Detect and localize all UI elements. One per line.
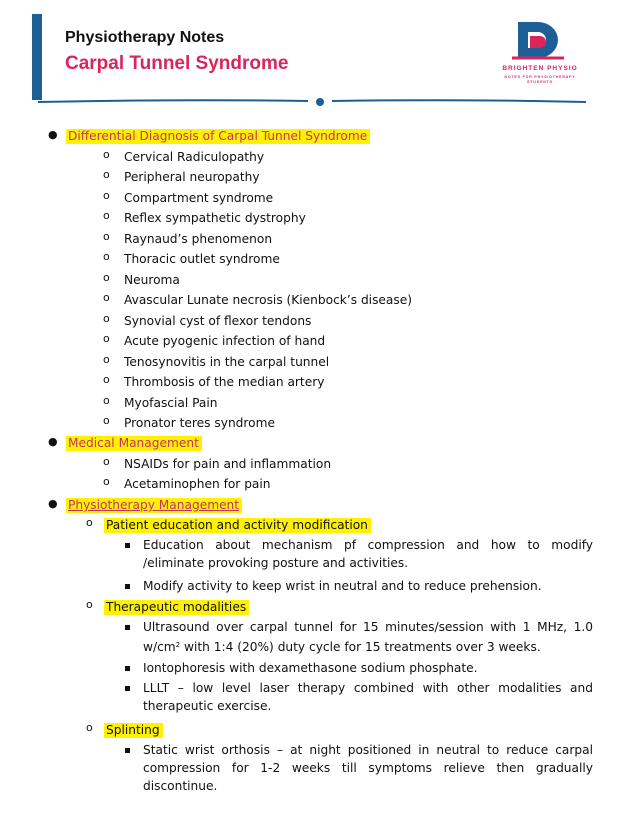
bullet <box>125 543 130 548</box>
list-item: Neuroma <box>124 273 180 287</box>
bullet: o <box>103 394 110 407</box>
bullet: o <box>86 721 93 734</box>
bullet: o <box>103 250 110 263</box>
logo-mark <box>492 18 588 66</box>
bullet <box>125 748 130 753</box>
subheading-splinting <box>104 721 163 739</box>
list-item: Raynaud’s phenomenon <box>124 232 273 246</box>
ultrasound-text: Ultrasound over carpal tunnel for 15 minutes/session with 1 MHz, 1.0 w/cm <box>143 620 593 654</box>
bullet: o <box>103 271 110 284</box>
bullet: o <box>103 148 110 161</box>
bullet: ● <box>48 435 58 448</box>
list-item: Acute pyogenic infection of hand <box>124 334 326 348</box>
bullet: o <box>103 455 110 468</box>
list-item: Myofascial Pain <box>124 396 218 410</box>
bullet <box>125 584 130 589</box>
list-item-ultrasound <box>143 618 593 656</box>
logo-name: BRIGHTEN PHYSIO <box>502 65 578 72</box>
heading-text: Physiotherapy Management <box>66 498 242 513</box>
list-item: Synovial cyst of flexor tendons <box>124 314 312 328</box>
bullet: ● <box>48 128 58 141</box>
bullet: ● <box>48 497 58 510</box>
list-item: Education about mechanism pf compression and how to modify /eliminate provoking posture and activities. <box>143 538 593 570</box>
bullet: o <box>103 373 110 386</box>
ultrasound-text-cont: with 1:4 (20%) duty cycle for 15 treatments over 3 weeks. <box>180 640 541 654</box>
heading-text: Medical Management <box>66 436 202 451</box>
section-heading-medical <box>66 434 202 452</box>
bullet: o <box>103 353 110 366</box>
header-accent-bar <box>32 14 42 100</box>
list-item: Peripheral neuropathy <box>124 170 260 184</box>
heading-text: Differential Diagnosis of Carpal Tunnel Syndrome <box>66 129 370 144</box>
header-divider <box>38 96 586 108</box>
logo-tagline: NOTES FOR PHYSIOTHERAPY STUDENTS <box>504 75 576 84</box>
list-item: Avascular Lunate necrosis (Kienbock’s disease) <box>124 293 412 307</box>
list-item: NSAIDs for pain and inflammation <box>124 457 332 471</box>
bullet: o <box>103 312 110 325</box>
list-item: Modify activity to keep wrist in neutral and to reduce prehension. <box>143 579 542 593</box>
list-item: Iontophoresis with dexamethasone sodium phosphate. <box>143 661 478 675</box>
brighten-physio-logo <box>492 18 588 90</box>
bullet <box>125 625 130 630</box>
bullet: o <box>103 230 110 243</box>
ultrasound-superscript: 2 <box>175 641 181 649</box>
bullet <box>125 666 130 671</box>
bullet: o <box>86 598 93 611</box>
subheading-modalities <box>104 598 249 616</box>
page-title: Physiotherapy Notes <box>65 29 225 46</box>
bullet: o <box>103 189 110 202</box>
subheading-education <box>104 516 371 534</box>
bullet: o <box>103 414 110 427</box>
subheading-text: Splinting <box>104 723 163 738</box>
section-heading-differential <box>66 127 370 145</box>
list-item: Acetaminophen for pain <box>124 477 271 491</box>
list-item: Reflex sympathetic dystrophy <box>124 211 306 225</box>
list-item: Cervical Radiculopathy <box>124 150 265 164</box>
page-subtitle: Carpal Tunnel Syndrome <box>65 53 289 74</box>
subheading-text: Patient education and activity modification <box>104 518 371 533</box>
list-item: Tenosynovitis in the carpal tunnel <box>124 355 330 369</box>
list-item: Thoracic outlet syndrome <box>124 252 280 266</box>
bullet <box>125 686 130 691</box>
list-item: Static wrist orthosis – at night positioned in neutral to reduce carpal compression for 1-2 weeks till symptoms relieve then gradually discontinue. <box>143 743 593 793</box>
bullet: o <box>86 516 93 529</box>
section-heading-physio <box>66 496 242 514</box>
bullet: o <box>103 209 110 222</box>
list-item: LLLT – low level laser therapy combined with other modalities and therapeutic exercise. <box>143 681 593 713</box>
subheading-text: Therapeutic modalities <box>104 600 249 615</box>
list-item: Compartment syndrome <box>124 191 274 205</box>
bullet: o <box>103 332 110 345</box>
bullet: o <box>103 291 110 304</box>
list-item: Pronator teres syndrome <box>124 416 275 430</box>
list-item: Thrombosis of the median artery <box>124 375 325 389</box>
bullet: o <box>103 475 110 488</box>
bullet: o <box>103 168 110 181</box>
